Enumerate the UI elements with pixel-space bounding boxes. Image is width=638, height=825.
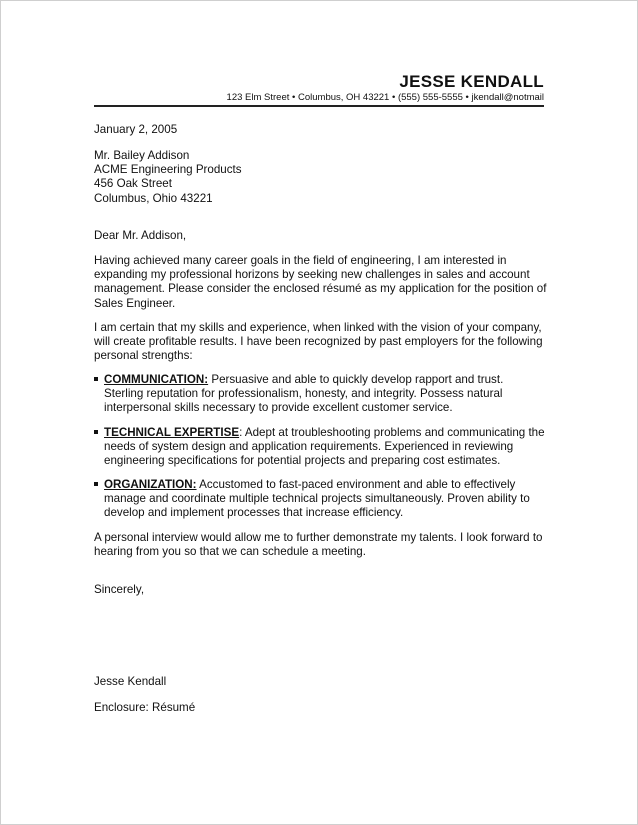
strength-text (104, 478, 559, 521)
strength-description: Persuasive and able to quickly develop rapport and trust. (208, 373, 504, 386)
signature-name: Jesse Kendall (94, 675, 167, 688)
signature (94, 675, 554, 689)
recipient-name: Mr. Bailey Addison (94, 149, 190, 162)
strength-title: TECHNICAL EXPERTISE (104, 426, 240, 439)
recipient-city: Columbus, Ohio 43221 (94, 191, 213, 205)
closing (94, 583, 554, 597)
strength-line: develop and implement processes that increase efficiency. (104, 506, 404, 520)
salutation-text: Dear Mr. Addison, (94, 229, 187, 242)
paragraph-line: expanding my professional horizons by seeking new challenges in sales and account (94, 268, 530, 282)
strength-line: manage and coordinate multiple technical projects simultaneously. Proven ability to (104, 492, 530, 506)
salutation (94, 229, 554, 243)
paragraph-line: hearing from you so that we can schedule a meeting. (94, 545, 366, 559)
strength-text (104, 373, 559, 416)
bullet-marker (94, 482, 98, 486)
header-divider (94, 105, 544, 107)
closing-text: Sincerely, (94, 583, 145, 596)
paragraph-line: A personal interview would allow me to further demonstrate my talents. I look forward to (94, 531, 543, 544)
paragraph-intro (94, 254, 554, 311)
bullet-marker (94, 430, 98, 434)
sender-contact-line: 123 Elm Street • Columbus, OH 43221 • (555) 555-5555 • jkendall@notmail (226, 92, 544, 103)
paragraph-line: personal strengths: (94, 349, 193, 363)
enclosure-text: Enclosure: Résumé (94, 701, 196, 714)
strength-line: needs of system design and application requirements. Experienced in reviewing (104, 440, 514, 454)
recipient-address (94, 149, 554, 206)
enclosure (94, 701, 554, 715)
strength-title: COMMUNICATION: (104, 373, 209, 386)
date-text: January 2, 2005 (94, 123, 178, 136)
strength-line: engineering specifications for potential projects and preparing cost estimates. (104, 454, 501, 468)
paragraph-line: Sales Engineer. (94, 296, 176, 310)
strength-line: interpersonal skills necessary to provide excellent customer service. (104, 401, 453, 415)
letter-date (94, 123, 554, 137)
paragraph-closing (94, 531, 554, 559)
strength-line: Sterling reputation for professionalism, honesty, and integrity. Possess natural (104, 387, 503, 401)
paragraph-line: will create profitable results. I have been recognized by past employers for the following (94, 335, 543, 349)
recipient-street: 456 Oak Street (94, 177, 172, 191)
strength-description: : Adept at troubleshooting problems and communicating the (239, 426, 545, 439)
paragraph-line: management. Please consider the enclosed résumé as my application for the position of (94, 282, 547, 296)
paragraph-line: I am certain that my skills and experience, when linked with the vision of your company, (94, 321, 542, 334)
recipient-company: ACME Engineering Products (94, 163, 242, 177)
sender-name: JESSE KENDALL (399, 72, 544, 91)
bullet-marker (94, 377, 98, 381)
strength-text (104, 426, 559, 469)
strength-description: Accustomed to fast-paced environment and able to effectively (196, 478, 516, 491)
paragraph-line: Having achieved many career goals in the field of engineering, I am interested in (94, 254, 507, 267)
paragraph-strengths-intro (94, 321, 554, 364)
strength-title: ORGANIZATION: (104, 478, 197, 491)
